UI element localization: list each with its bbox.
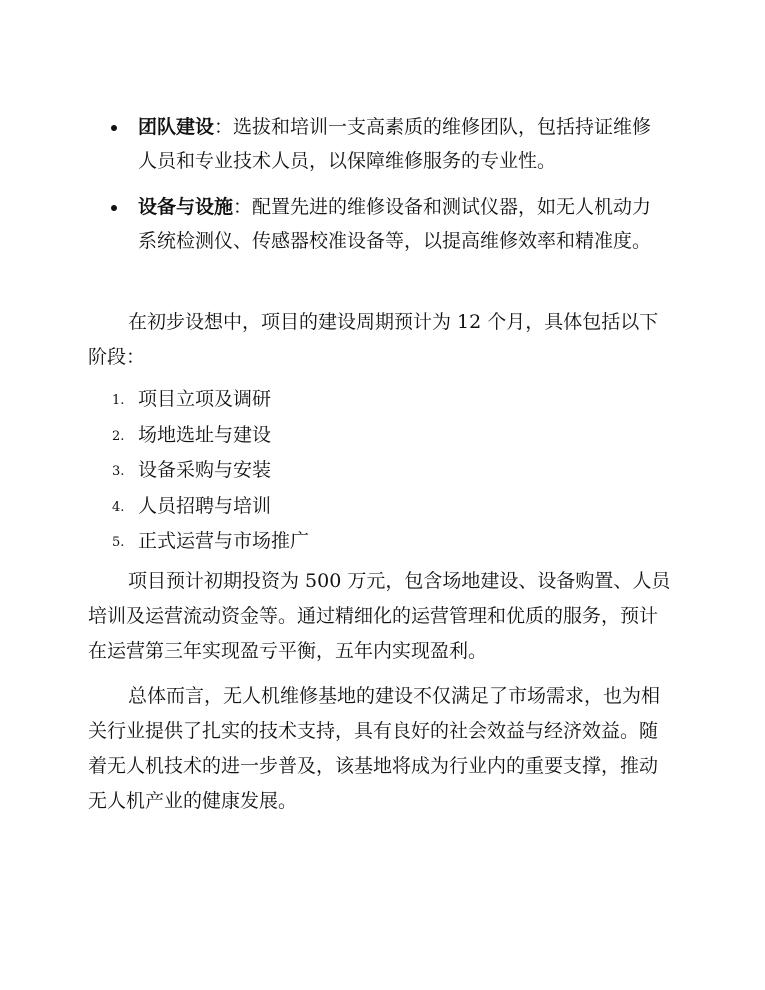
phase-item — [108, 524, 309, 560]
phase-text: 场地选址与建设 — [138, 423, 272, 446]
bullet-text: 选拔和培训一支高素质的维修团队，包括持证维修人员和专业技术人员，以保障维修服务的专业性。 — [138, 116, 652, 172]
phase-number: 4. — [112, 499, 125, 515]
phase-item — [108, 382, 309, 418]
paragraph-investment: 项目预计初期投资为 500 万元，包含场地建设、设备购置、人员培训及运营流动资金等。通过精细化的运营管理和优质的服务，预计在运营第三年实现盈亏平衡，五年内实现盈利。 — [88, 570, 671, 662]
bullet-item-team — [108, 110, 668, 178]
bullet-item-equipment — [108, 190, 668, 258]
phase-number: 3. — [112, 464, 125, 479]
paragraph-conclusion: 总体而言，无人机维修基地的建设不仅满足了市场需求，也为相关行业提供了扎实的技术支持，具有良好的社会效益与经济效益。随着无人机技术的进一步普及，该基地将成为行业内的重要支撑，推动无人机产业的健康发展。 — [88, 685, 661, 812]
bullet-list — [108, 110, 668, 270]
bullet-text: 配置先进的维修设备和测试仪器，如无人机动力系统检测仪、传感器校准设备等，以提高维修效率和精准度。 — [138, 196, 652, 252]
phase-text: 正式运营与市场推广 — [138, 530, 310, 552]
phase-number: 5. — [112, 535, 125, 550]
bullet-dot-icon — [111, 125, 117, 131]
phase-text: 项目立项及调研 — [138, 388, 272, 410]
bullet-separator: ： — [214, 116, 234, 138]
bullet-dot-icon — [111, 205, 117, 211]
paragraph-schedule: 在初步设想中，项目的建设周期预计为 12 个月，具体包括以下阶段： — [88, 311, 659, 368]
phase-list — [108, 382, 309, 560]
phase-item — [108, 453, 309, 489]
phase-number: 2. — [112, 428, 125, 444]
phase-number: 1. — [112, 393, 125, 408]
bullet-term: 团队建设 — [138, 116, 215, 138]
phase-item — [108, 489, 309, 525]
phase-text: 设备采购与安装 — [138, 459, 272, 481]
phase-item — [108, 418, 309, 454]
phase-text: 人员招聘与培训 — [138, 494, 272, 517]
bullet-term: 设备与设施 — [138, 196, 234, 218]
bullet-separator: ： — [233, 196, 253, 218]
